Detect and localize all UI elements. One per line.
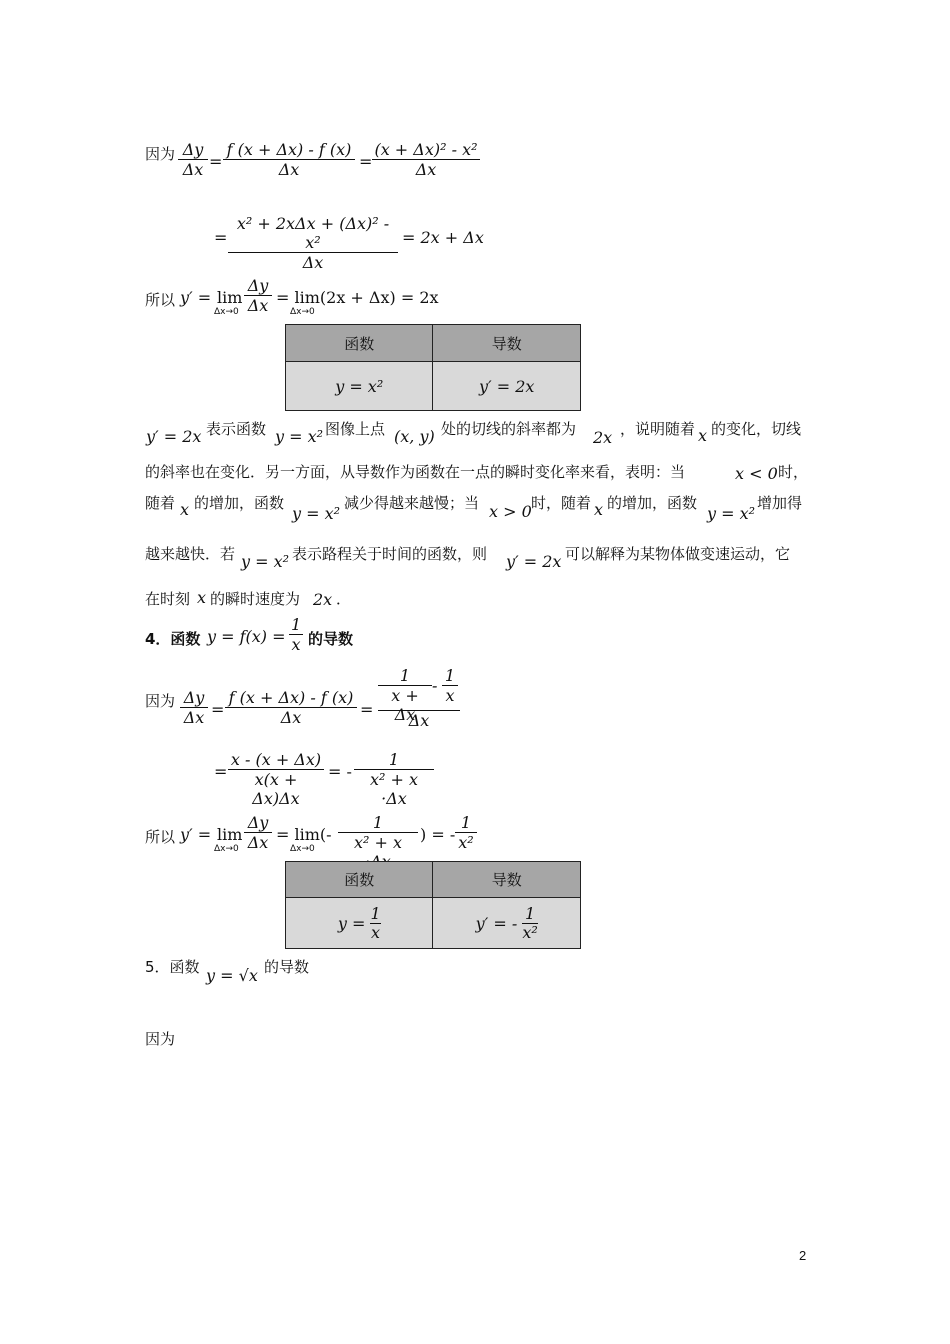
minus-sign: - [432,676,438,695]
paragraph-text: 增加得 [757,494,803,512]
fraction-denominator: Δx [183,708,205,727]
table-header-derivative: 导数 [433,862,581,898]
fraction-one-over-x-squared [522,905,537,942]
fraction-difference-quotient-2 [225,688,357,727]
fraction-denominator: Δx [247,296,269,315]
so-label-2: 所以 [145,828,176,846]
section-4-heading-tail: 的导数 [308,630,354,648]
equals-sign: = [214,228,228,247]
fraction-denominator: Δx [182,160,204,179]
fraction-denominator: x [371,922,381,942]
fraction-denominator: x² [458,833,474,852]
because-label-1: 因为 [145,145,176,163]
paragraph-text: 的斜率也在变化．另一方面，从导数作为函数在一点的瞬时变化率来看，表明：当 [145,463,686,481]
fraction-dy-dx-1 [178,140,208,179]
section-5-heading-number: 5．函数 [145,958,200,976]
fraction-numerator: 1 [370,903,381,923]
fraction-one-over-x [442,666,458,705]
fraction-dy-dx-lim-2 [244,813,272,852]
derivative-table-2 [285,861,581,949]
paragraph-text: 可以解释为某物体做变速运动，它 [565,545,791,563]
section-4-heading-number: 4．函数 [145,630,201,648]
fraction-numerator: 1 [444,666,456,685]
paragraph-text: 处的切线的斜率都为 [441,420,577,438]
fraction-square-expansion [372,140,480,179]
fraction-denominator: Δx [302,253,324,272]
inline-math: (x, y) [394,427,435,446]
paragraph-text: 表示路程关于时间的函数，则 [292,545,488,563]
fraction-denominator: Δx [278,160,300,179]
table-header-function: 函数 [286,325,433,362]
fraction-denominator: Δx [280,708,302,727]
paragraph-text: 越来越快．若 [145,545,236,563]
fraction-denominator: x(x + Δx)Δx [252,770,300,808]
y-prime-equals: y′ = [180,288,212,307]
lim-subscript: Δx→0 [290,307,315,317]
lim-result-expression: = lim(2x + Δx) = 2x [276,288,439,307]
inline-math: y = x² [275,427,324,446]
fraction-denominator: Δx [247,833,269,852]
fraction-one-over-x [289,615,303,654]
paragraph-text: ． [336,590,352,608]
fraction-numerator: f (x + Δx) - f (x) [226,140,352,159]
inline-math: x > 0 [489,502,532,521]
table-header-function: 函数 [286,862,433,898]
derivative-table-1 [285,324,581,411]
inline-math: y′ = 2x [146,427,202,446]
paragraph-text: 图像上点 [325,420,386,438]
fraction-numerator: Δy [182,140,204,159]
inline-math: x < 0 [735,464,778,483]
result-2x-plus-dx: = 2x + Δx [402,228,484,247]
fraction-one-over-x [370,905,380,942]
paragraph-text: 表示函数 [206,420,267,438]
lim-label: lim [217,825,243,844]
fraction-combined [228,750,324,808]
fraction-denominator: Δx [415,160,437,179]
lim-open: = lim(- [276,825,332,844]
table-header-derivative: 导数 [433,325,581,362]
inline-math: 2x [593,428,613,447]
fraction-numerator: x² + 2xΔx + (Δx)² - x² [236,214,390,252]
inline-math: y = x² [241,552,290,571]
fraction-denominator: x [291,635,301,654]
paragraph-text: 减少得越来越慢；当 [344,494,480,512]
equals-sign: = [211,700,225,719]
table-cell-derivative: y′ = 2x [433,362,581,411]
lim-subscript: Δx→0 [214,307,239,317]
fraction-numerator: 1 [460,813,472,832]
fraction-nested-reciprocal-difference [378,666,460,730]
paragraph-text: 的瞬时速度为 [210,590,301,608]
fraction-numerator: 1 [291,615,302,634]
fraction-simplified [354,750,434,808]
table-cell-function [286,898,433,949]
fraction-numerator: Δy [247,276,269,295]
inline-math: x [594,500,604,519]
fraction-denominator: x² + x ·Δx [369,770,419,808]
fraction-dy-dx-lim [244,276,272,315]
because-label-2: 因为 [145,692,176,710]
fraction-numerator: (x + Δx)² - x² [374,140,478,159]
equals-sign: = [360,700,374,719]
inline-math: x [698,426,708,445]
lim-close: ) = - [420,825,456,844]
fraction-difference-quotient-1 [223,140,355,179]
y-prime-equals: y′ = [180,825,212,844]
fraction-numerator: 1 [372,813,384,832]
paragraph-text: 的增加，函数 [194,494,285,512]
lim-subscript: Δx→0 [290,844,315,854]
equals-sign: = [209,152,223,171]
fraction-denominator: x² + x [353,833,403,852]
fraction-one-over-x-squared [455,813,477,852]
table-cell-derivative [433,898,581,949]
section-5-heading-math: y = √x [206,966,258,985]
inline-math: x [197,588,207,607]
fraction-denominator: x + Δx [391,686,419,724]
fraction-one-over-x-plus-dx [378,666,432,724]
fraction-numerator: Δy [183,688,205,707]
paragraph-text: 在时刻 [145,590,191,608]
lim-label: lim [217,288,243,307]
paragraph-text: 时，随着 [531,494,592,512]
inline-math: y = x² [707,504,756,523]
fraction-numerator: Δy [247,813,269,832]
fraction-denominator: x [445,686,455,705]
equals-sign: = [214,762,228,781]
equals-negative: = - [328,762,352,781]
paragraph-text: 的增加，函数 [607,494,698,512]
fraction-numerator: 1 [388,750,400,769]
because-label-3: 因为 [145,1030,176,1048]
fraction-denominator: x² [522,922,538,942]
paragraph-text: ，说明随着 [620,420,696,438]
section-4-heading-math: y = f(x) = [207,627,286,646]
lim-subscript: Δx→0 [214,844,239,854]
fraction-numerator: x - (x + Δx) [230,750,322,769]
inline-math: y′ = 2x [506,552,562,571]
fraction-numerator: 1 [399,666,411,685]
fraction-denominator: Δx [408,711,430,730]
fraction-numerator: f (x + Δx) - f (x) [228,688,354,707]
inline-math: y = x² [292,504,341,523]
cell-prefix: y′ = - [475,913,518,933]
paragraph-text: 时， [778,463,809,481]
equals-sign: = [359,152,373,171]
cell-prefix: y = [337,913,366,933]
paragraph-text: 的变化，切线 [711,420,802,438]
page-number: 2 [799,1248,807,1263]
so-label-1: 所以 [145,291,176,309]
nested-numerator [378,666,460,724]
fraction-expanded-numerator [228,214,398,272]
fraction-numerator: 1 [525,903,536,923]
inline-math: x [180,500,190,519]
paragraph-text: 随着 [145,494,176,512]
fraction-dy-dx-2 [180,688,208,727]
table-cell-function: y = x² [286,362,433,411]
section-5-heading-tail: 的导数 [264,958,310,976]
inline-math: 2x [313,590,333,609]
